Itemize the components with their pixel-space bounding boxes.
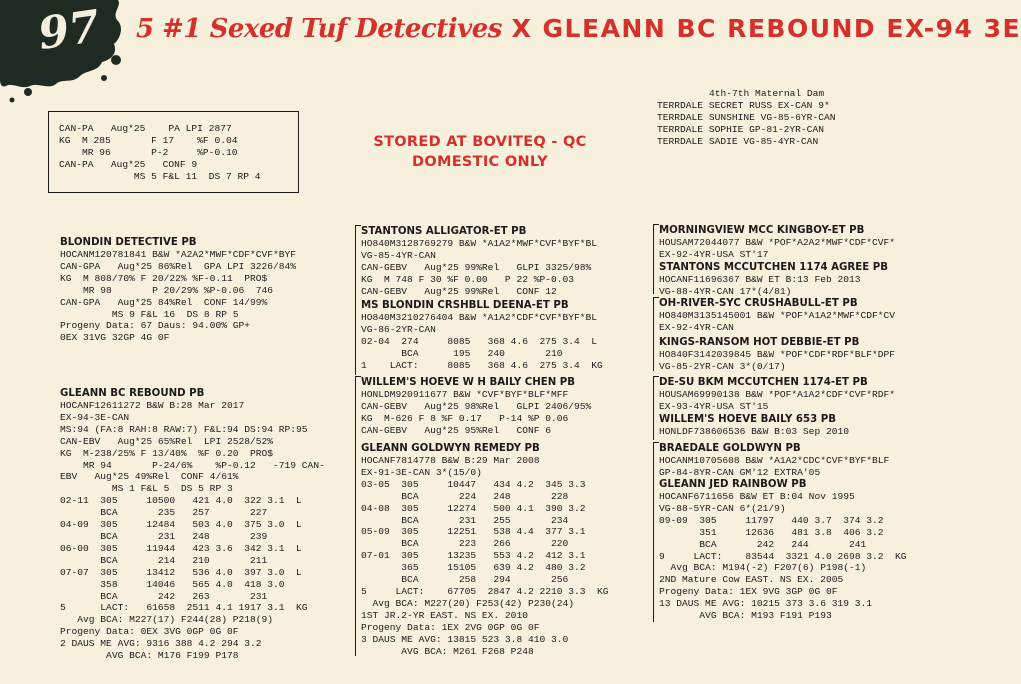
ss-sire-name: MORNINGVIEW MCC KINGBOY-ET PB bbox=[659, 225, 865, 236]
ss-sire-details: HOUSAM72044077 B&W *POF*A2A2*MWF*CDF*CVF* EX-92-4YR-USA ST'17 bbox=[659, 237, 896, 260]
storage-notice bbox=[340, 132, 620, 172]
maternal-dam-line: TERRDALE SOPHIE GP-81-2YR-CAN bbox=[657, 123, 824, 135]
sire-sire-details: HO840M3128769279 B&W *A1A2*MWF*CVF*BYF*BL VG-85-4YR-CAN CAN-GEBV Aug*25 99%Rel GLPI 3325/98% KG M 748 F 30 %F 0.00 P 22 %P-0.03 CAN-GEBV Aug*25 99%Rel CONF 12 bbox=[361, 238, 598, 297]
sd-sire-name: OH-RIVER-SYC CRUSHABULL-ET PB bbox=[659, 298, 858, 309]
ss-dam-details: HOCANF11696367 B&W ET B:13 Feb 2013 VG-88-4YR-CAN 17*(4/81) bbox=[659, 274, 861, 297]
sire-details: HOCANM120781841 B&W *A2A2*MWF*CDF*CVF*BYF CAN-GPA Aug*25 86%Rel GPA LPI 3226/84% KG M 808/70% F 20/22% %F-0.11 PRO$ MR 98 P 20/29% %P-0.06 746 CAN-GPA Aug*25 84%Rel CONF 14/99% MS 9 F&L 16 DS 8 RP 5 Progeny Data: 67 Daus: 94.00% GP+ 0EX 31VG 32GP 4G 0F bbox=[60, 249, 297, 344]
dam-dam-block bbox=[361, 443, 609, 657]
sd-sire-details: HO840M3135145001 B&W *POF*A1A2*MWF*CDF*CV EX-92-4YR-CAN bbox=[659, 310, 896, 333]
domestic-line: DOMESTIC ONLY bbox=[412, 154, 548, 170]
dam-index-box bbox=[48, 111, 299, 193]
sd-dam-block bbox=[659, 337, 895, 373]
dam-sire-block bbox=[361, 377, 591, 437]
page-title bbox=[136, 14, 1021, 44]
maternal-dams-header: 4th-7th Maternal Dam bbox=[709, 88, 825, 99]
ds-dam-name: WILLEM'S HOEVE BAILY 653 PB bbox=[659, 414, 836, 425]
ss-dam-name: STANTONS MCCUTCHEN 1174 AGREE PB bbox=[659, 262, 888, 273]
dam-name: GLEANN BC REBOUND PB bbox=[60, 388, 205, 399]
ds-dam-block bbox=[659, 414, 849, 438]
sire-sire-block bbox=[361, 226, 597, 298]
maternal-dam-line: TERRDALE SADIE VG-85-4YR-CAN bbox=[657, 135, 819, 147]
dd-sire-block bbox=[659, 443, 889, 479]
dam-index-text: CAN-PA Aug*25 PA LPI 2877 KG M 285 F 17 %F 0.04 MR 96 P-2 %P-0.10 CAN-PA Aug*25 CONF 9 MS 5 F&L 11 DS 7 RP 4 bbox=[59, 123, 261, 182]
sd-dam-name: KINGS-RANSOM HOT DEBBIE-ET PB bbox=[659, 337, 860, 348]
sd-dam-details: HO840F3142039845 B&W *POF*CDF*RDF*BLF*DPF VG-85-2YR-CAN 3*(0/17) bbox=[659, 349, 896, 372]
sire-dam-name: MS BLONDIN CRSHBLL DEENA-ET PB bbox=[361, 300, 569, 311]
sd-sire-block bbox=[659, 298, 895, 334]
dd-dam-block bbox=[659, 479, 907, 622]
maternal-dams bbox=[657, 88, 835, 148]
dd-dam-name: GLEANN JED RAINBOW PB bbox=[659, 479, 807, 490]
ss-sire-block bbox=[659, 225, 895, 261]
ds-sire-details: HOUSAM69990138 B&W *POF*A1A2*CDF*CVF*RDF* EX-93-4YR-USA ST'15 bbox=[659, 389, 896, 412]
dam-sire-details: HONLDM920911677 B&W *CVF*BYF*BLF*MFF CAN-GEBV Aug*25 98%Rel GLPI 2406/95% KG M-626 F 8 %F 0.17 P-14 %P 0.06 CAN-GEBV Aug*25 95%Rel CONF 6 bbox=[361, 389, 592, 436]
sire-dam-block bbox=[361, 300, 603, 372]
dam-details: HOCANF12611272 B&W B:28 Mar 2017 EX-94-3E-CAN MS:94 (FA:8 RAH:8 RAW:7) F&L:94 DS:94 RP:95 CAN-EBV Aug*25 65%Rel LPI 2528/52% KG M-238/25% F 13/40% %F 0.20 PRO$ MR 94 P-24/6% %P-0.12 -719 CAN- EBV Aug*25 49%Rel CONF 4/61% MS 1 F&L 5 DS 5 RP 3 bbox=[60, 400, 325, 495]
title-rest: X GLEANN BC REBOUND EX-94 3E bbox=[511, 14, 1021, 43]
dam-block bbox=[60, 388, 325, 662]
title-script: 5 #1 Sexed Tuf Detectives bbox=[136, 14, 502, 44]
lot-number: 97 bbox=[35, 0, 103, 61]
sire-sire-name: STANTONS ALLIGATOR-ET PB bbox=[361, 226, 527, 237]
ds-sire-name: DE-SU BKM MCCUTCHEN 1174-ET PB bbox=[659, 377, 868, 388]
dam-lactations: 02-11 305 10500 421 4.0 322 3.1 L BCA 235 257 227 04-09 305 12484 503 4.0 375 3.0 L BCA 231 248 239 06-00 305 11944 423 3.6 342 3.1 L BCA 214 210 211 07-07 305 13412 536 4.0 397 3.0 L 358 14046 565 4.0 418 3.0 BCA 242 263 231 5 LACT: 61658 2511 4.1 1917 3.1 KG Avg BCA: M227(17) F244(28) P218(9) Progeny Data: 0EX 3VG 0GP 0G 0F 2 DAUS ME AVG: 9316 388 4.2 294 3.2 AVG BCA: M176 F199 P178 bbox=[60, 495, 308, 662]
sire-name: BLONDIN DETECTIVE PB bbox=[60, 237, 197, 248]
ds-dam-details: HONLDF738606536 B&W B:03 Sep 2010 bbox=[659, 426, 849, 437]
storage-line: STORED AT BOVITEQ - QC bbox=[373, 134, 587, 150]
dam-sire-name: WILLEM'S HOEVE W H BAILY CHEN PB bbox=[361, 377, 576, 388]
ss-dam-block bbox=[659, 262, 888, 298]
dam-dam-details: HOCANF7814778 B&W B:29 Mar 2008 EX-91-3E-CAN 3*(15/0) 03-05 305 10447 434 4.2 345 3.3 BCA 224 248 228 04-08 305 12274 500 4.1 390 3.2 BCA 231 255 234 05-09 305 12251 538 4.4 377 3.1 BCA 223 266 220 07-01 305 13235 553 4.2 412 3.1 365 15105 639 4.2 480 3.2 BCA 258 294 256 5 LACT: 67705 2847 4.2 2210 3.3 KG Avg BCA: M227(20) F253(42) P230(24) 1ST JR.2-YR EAST. NS EX. 2010 Progeny Data: 1EX 2VG 0GP 0G 0F 3 DAUS ME AVG: 13815 523 3.8 410 3.0 AVG BCA: M261 F268 P248 bbox=[361, 455, 609, 657]
dd-sire-details: HOCANM10705608 B&W *A1A2*CDC*CVF*BYF*BLF GP-84-8YR-CAN GM'12 EXTRA'05 bbox=[659, 455, 890, 478]
maternal-dam-line: TERRDALE SUNSHINE VG-85-6YR-CAN bbox=[657, 111, 836, 123]
sire-block bbox=[60, 237, 296, 344]
sire-dam-details: HO840M3210276404 B&W *A1A2*CDF*CVF*BYF*BL VG-86-2YR-CAN 02-04 274 8085 368 4.6 275 3.4 L BCA 195 240 210 1 LACT: 8085 368 4.6 275 3.4 KG bbox=[361, 312, 603, 371]
ds-sire-block bbox=[659, 377, 895, 413]
dam-dam-name: GLEANN GOLDWYN REMEDY PB bbox=[361, 443, 540, 454]
maternal-dam-line: TERRDALE SECRET RUSS EX-CAN 9* bbox=[657, 99, 830, 111]
dd-sire-name: BRAEDALE GOLDWYN PB bbox=[659, 443, 801, 454]
dd-dam-details: HOCANF6711656 B&W ET B:04 Nov 1995 VG-88-5YR-CAN 6*(21/9) 09-09 305 11797 440 3.7 374 3.2 351 12636 481 3.8 406 3.2 BCA 242 244 241 9 LACT: 83544 3321 4.0 2698 3.2 KG Avg BCA: M194(-2) F207(6) P198(-1) 2ND Mature Cow EAST. NS EX. 2005 Progeny Data: 1EX 9VG 3GP 0G 0F 13 DAUS ME AVG: 10215 373 3.6 319 3.1 AVG BCA: M193 F191 P193 bbox=[659, 491, 907, 622]
